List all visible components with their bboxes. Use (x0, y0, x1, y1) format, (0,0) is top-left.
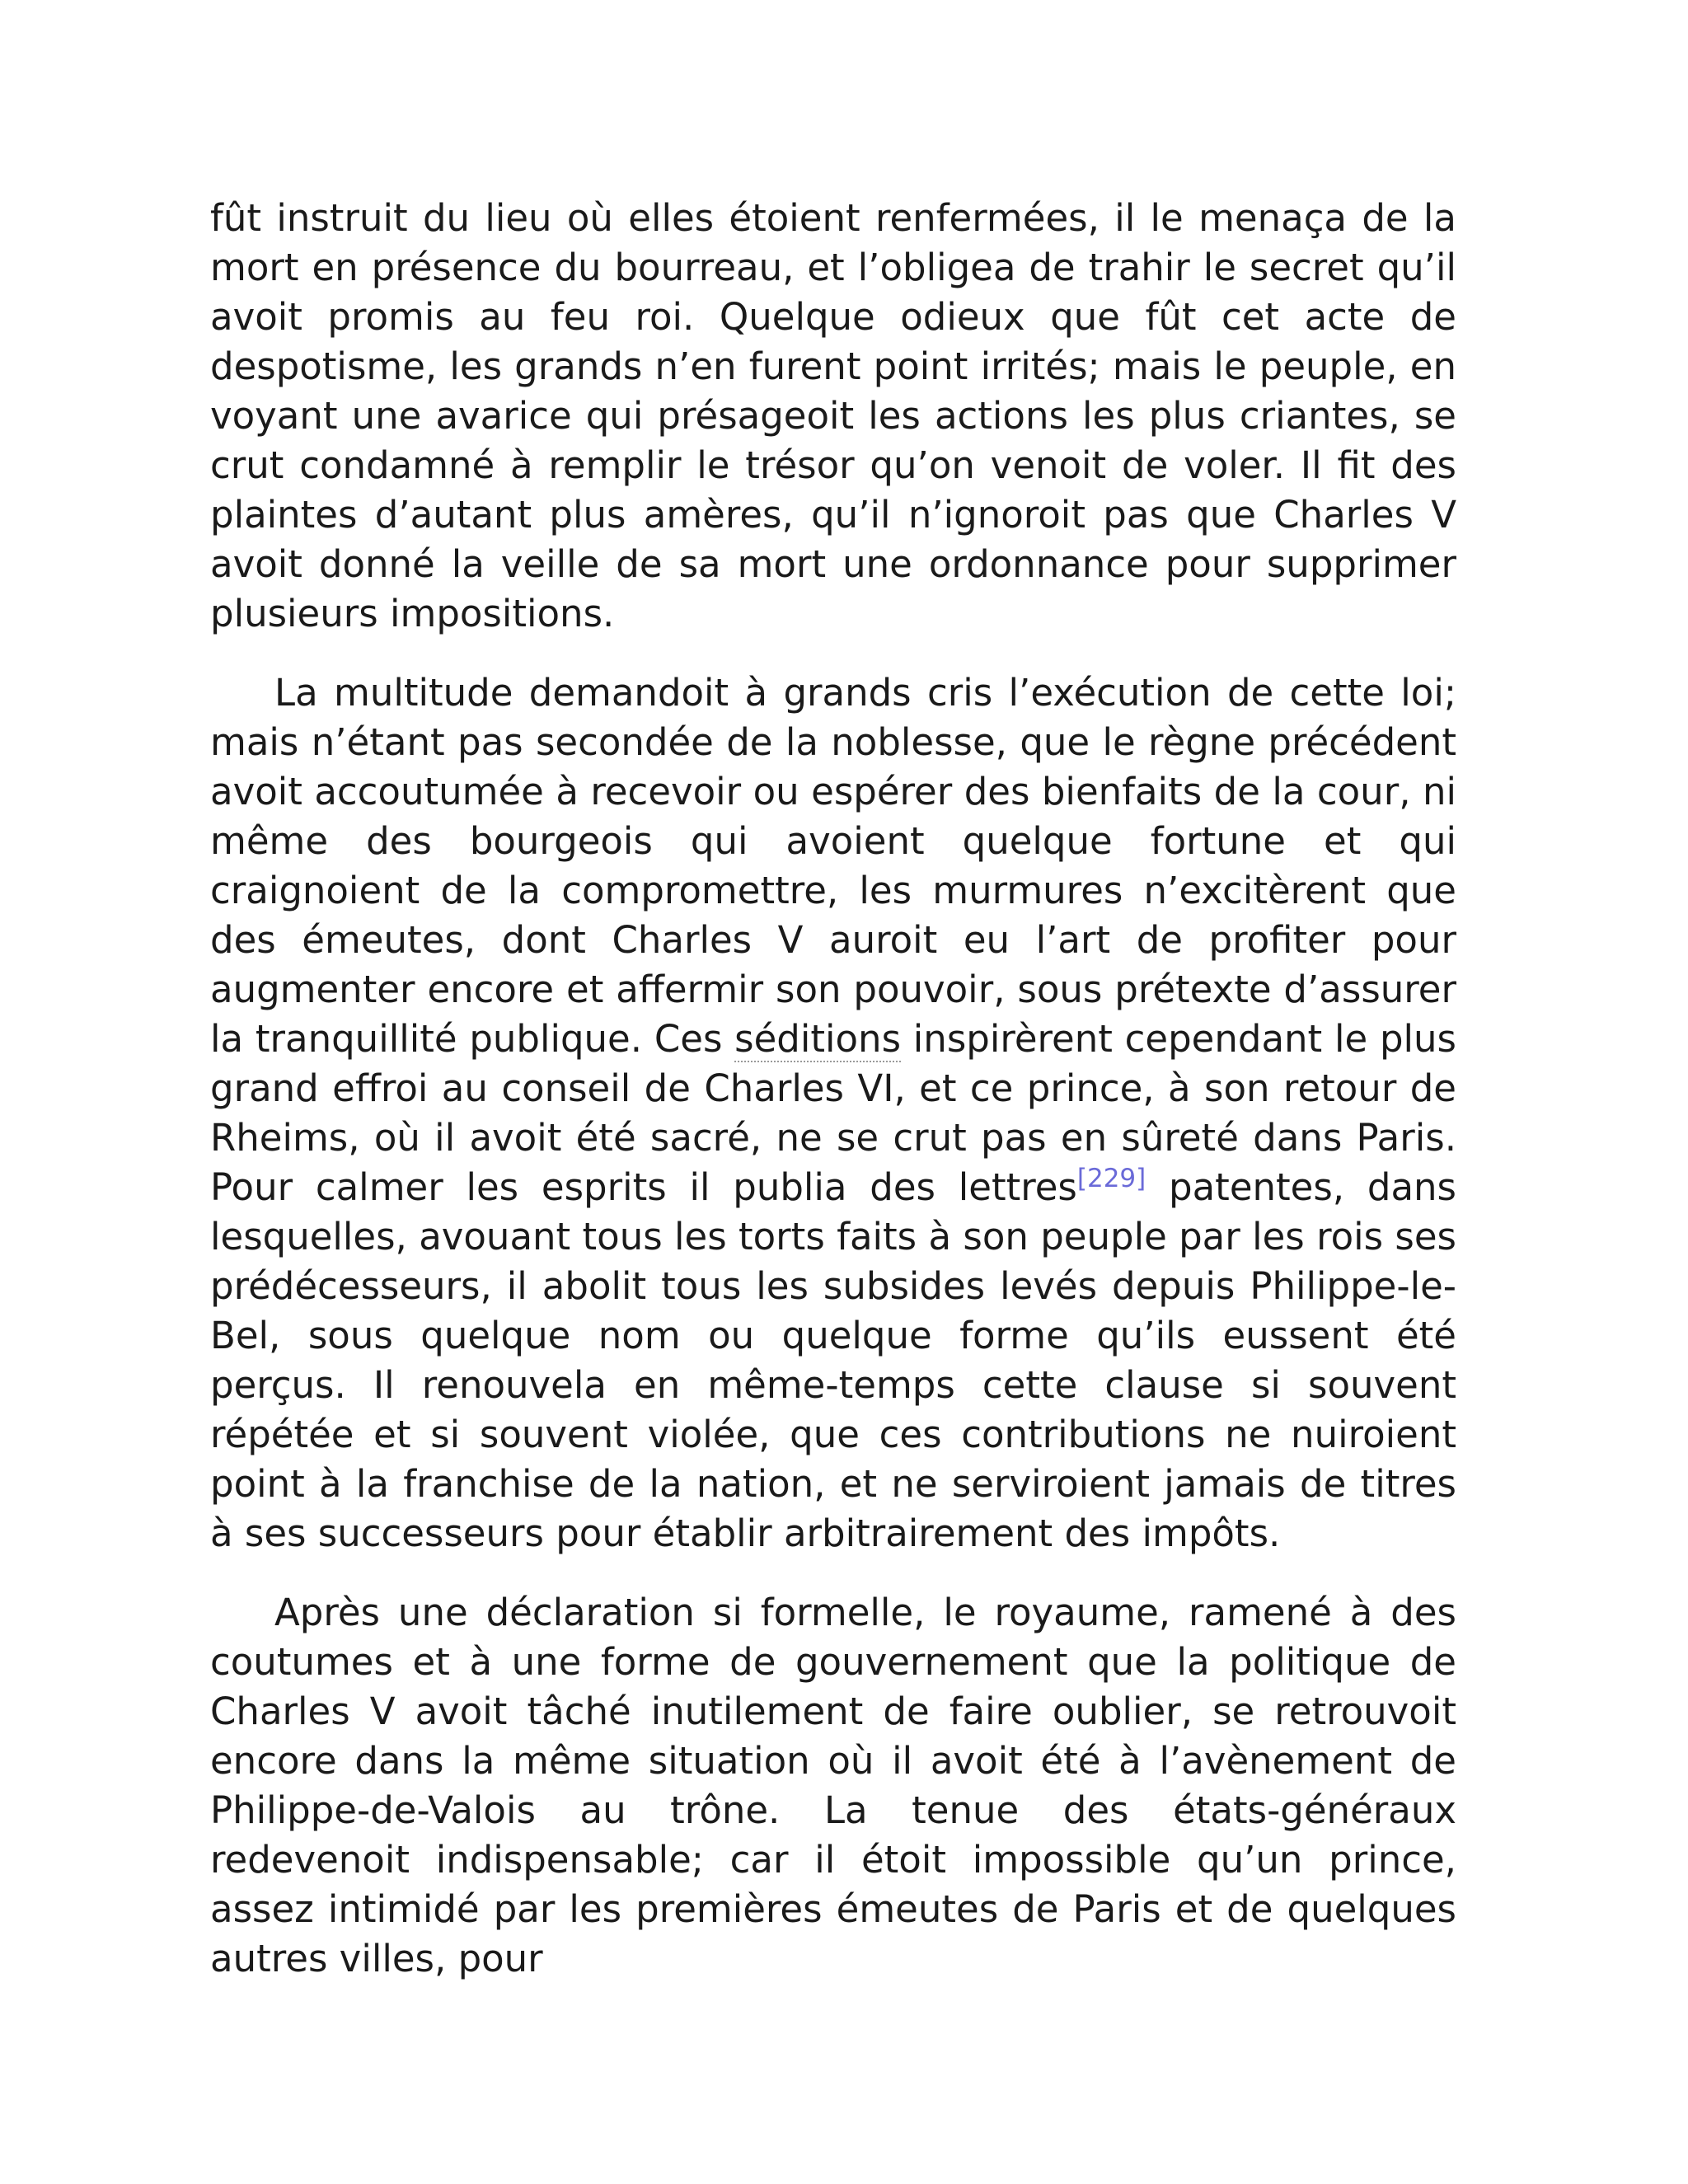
text-column (210, 194, 1456, 2013)
seditions-underlined-word: séditions (734, 1017, 902, 1061)
paragraph-3: Après une déclaration si formelle, le royaume, ramené à des coutumes et à une forme de gouvernement que la politique de Charles V avoit tâché inutilement de faire oublier, se retrouvoit encore dans la même situation où il avoit été à l’avènement de Philippe-de-Valois au trône. La tenue des états-généraux redevenoit indispensable; car il étoit impossible qu’un prince, assez intimidé par les premières émeutes de Paris et de quelques autres villes, pour (210, 1591, 1456, 1980)
footnote-link-229[interactable]: [229] (1076, 1164, 1146, 1193)
paragraph-1: fût instruit du lieu où elles étoient renfermées, il le menaça de la mort en présence du bourreau, et l’obligea de trahir le secret qu’il avoit promis au feu roi. Quelque odieux que fût cet acte de despotisme, les grands n’en furent point irrités; mais le peuple, en voyant une avarice qui présageoit les actions les plus criantes, se crut condamné à remplir le trésor qu’on venoit de voler. Il fit des plaintes d’autant plus amères, qu’il n’ignoroit pas que Charles V avoit donné la veille de sa mort une ordonnance pour supprimer plusieurs impositions. (210, 196, 1456, 635)
paragraph-2-text-a: La multitude demandoit à grands cris l’exécution de cette loi; mais n’étant pas secondée de la noblesse, que le règne précédent avoit accoutumée à recevoir ou espérer des bienfaits de la cour, ni même des bourgeois qui avoient quelque fortune et qui craignoient de la compromettre, les murmures n’excitèrent que des émeutes, dont Charles V auroit eu l’art de profiter pour augmenter encore et affermir son pouvoir, sous prétexte d’assurer la tranquillité publique. Ces (210, 671, 1456, 1061)
paragraph-2-text-c: patentes, dans lesquelles, avouant tous les torts faits à son peuple par les rois ses prédécesseurs, il abolit tous les subsides levés depuis Philippe-le-Bel, sous quelque nom ou quelque forme qu’ils eussent été perçus. Il renouvela en même-temps cette clause si souvent répétée et si souvent violée, que ces contributions ne nuiroient point à la franchise de la nation, et ne serviroient jamais de titres à ses successeurs pour établir arbitrairement des impôts. (210, 1165, 1456, 1555)
paragraph-2-text-b: inspirèrent cependant le plus grand effroi au conseil de Charles VI, et ce prince, à son retour de Rheims, où il avoit été sacré, ne se crut pas en sûreté dans Paris. Pour calmer les esprits il publia des lettres (210, 1017, 1456, 1209)
paragraph-2 (210, 668, 1456, 1558)
